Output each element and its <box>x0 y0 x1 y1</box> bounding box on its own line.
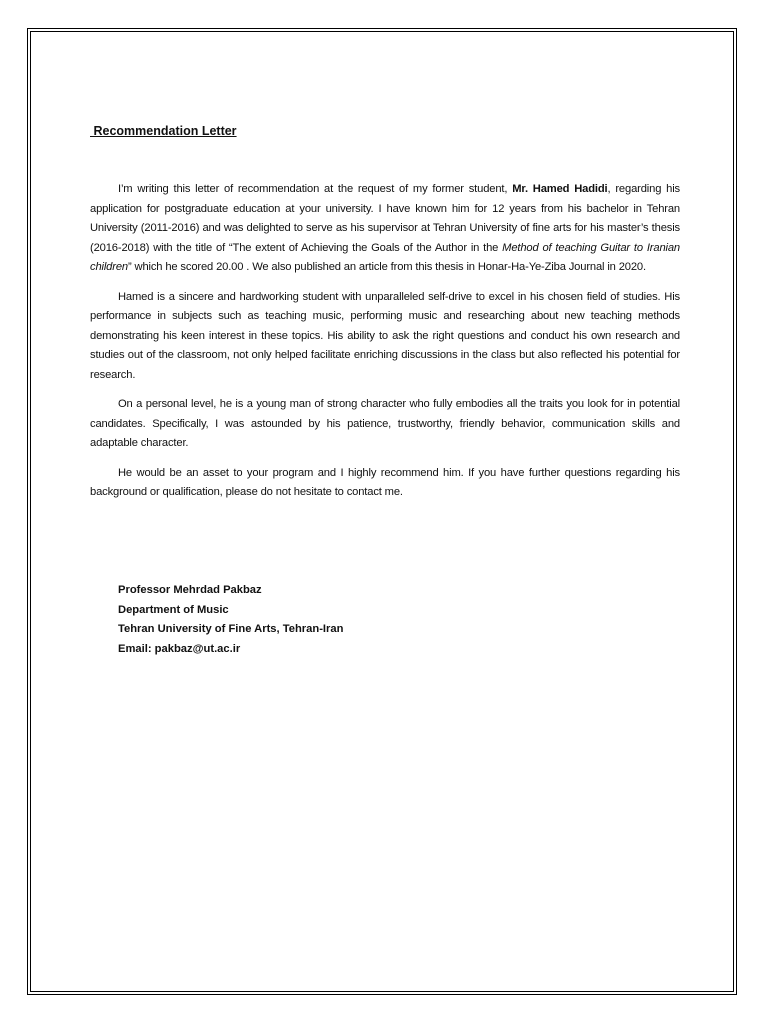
thesis-title: Method of teaching Guitar to Iranian children <box>90 241 680 273</box>
letter-title: Recommendation Letter <box>90 124 237 138</box>
paragraph-4: He would be an asset to your program and I highly recommend him. If you have further questions regarding his background or qualification, please do not hesitate to contact me. <box>90 466 680 498</box>
signature-block <box>118 581 343 659</box>
paragraph-1-middle: , regarding his application for postgraduate education at your university. I have known him for 12 years from his bachelor in Tehran University (2011-2016) and was delighted to serve as his supervisor at Tehran University of fine arts for his master’s thesis (2016-2018) with the title of “The extent of Achieving the Goals of the Author in the <box>90 183 680 254</box>
letter-body <box>90 180 680 513</box>
paragraph-3: On a personal level, he is a young man of strong character who fully embodies all the traits you look for in potential candidates. Specifically, I was astounded by his patience, trustworthy, friendly behavior, communication skills and adaptable character. <box>90 398 680 449</box>
paragraph-2: Hamed is a sincere and hardworking student with unparalleled self-drive to excel in his chosen field of studies. His performance in subjects such as teaching music, performing music and researching about new teaching methods demonstrating his keen interest in these topics. His ability to ask the right questions and conduct his own research and studies out of the classroom, not only helped facilitate enriching discussions in the class but also reflected his potential for research. <box>90 290 680 381</box>
signature-institution: Tehran University of Fine Arts, Tehran-Iran <box>118 623 344 635</box>
paragraph-1-end: ” which he scored 20.00 . We also published an article from this thesis in Honar-Ha-Ye-Ziba Journal in 2020. <box>127 261 646 273</box>
signature-email: Email: pakbaz@ut.ac.ir <box>118 642 241 655</box>
signature-name: Professor Mehrdad Pakbaz <box>118 584 262 596</box>
student-name: Mr. Hamed Hadidi <box>512 183 608 195</box>
signature-department: Department of Music <box>118 603 229 616</box>
paragraph-1-intro: I’m writing this letter of recommendation at the request of my former student, <box>118 183 513 195</box>
paragraph-1 <box>90 180 680 278</box>
